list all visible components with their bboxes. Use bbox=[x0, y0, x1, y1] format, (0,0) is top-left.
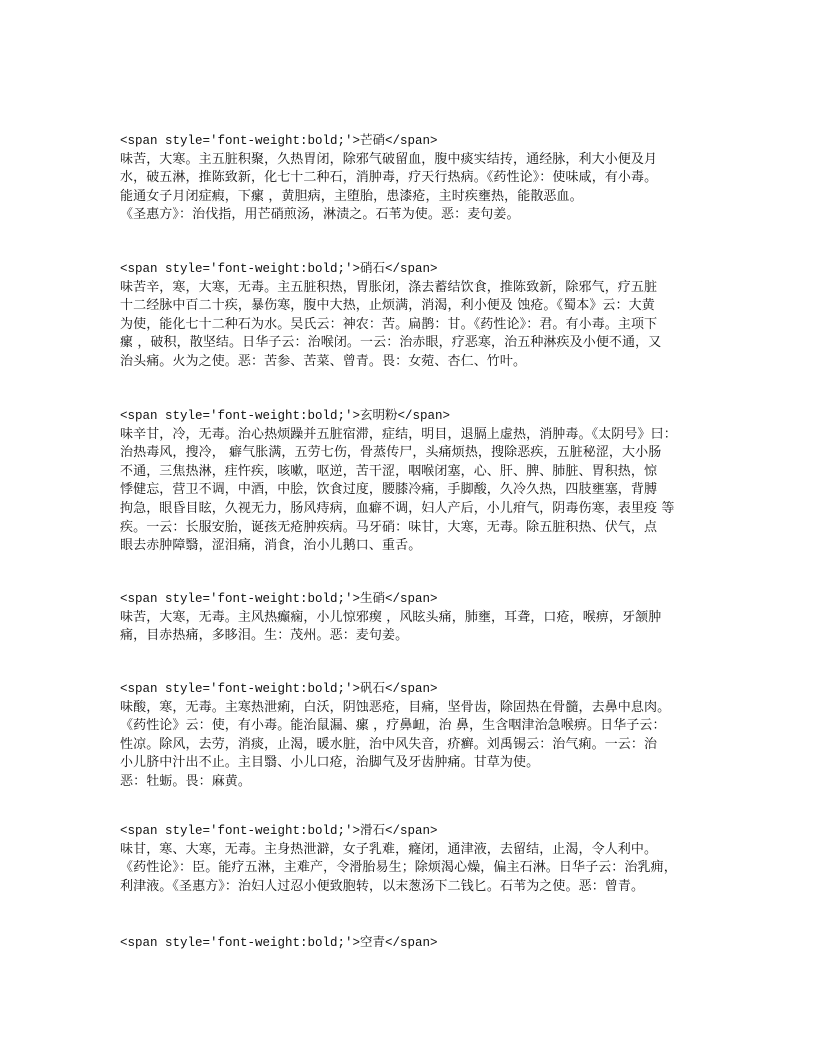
entry-heading: <span style='font-weight:bold;'>空青</span> bbox=[120, 936, 438, 950]
entry-text-line: 味酸，寒，无毒。主寒热泄痢，白沃，阴蚀恶疮，目痛，坚骨齿，除固热在骨髓，去鼻中息肉。 bbox=[120, 699, 671, 715]
entry-text-line: 水，破五淋，推陈致新，化七十二种石，消肿毒，疗天行热病。《药性论》：使味咸，有小毒。 bbox=[120, 170, 658, 186]
entry-text-line: 恶：牡蛎。畏：麻黄。 bbox=[120, 773, 252, 789]
entry-text-line: 味甘，寒、大寒，无毒。主身热泄澼，女子乳难，癃闭，通津液，去留结，止渴，令人利中。 bbox=[120, 841, 658, 857]
entry-text-line: 不通，三焦热淋，疰忤疾，咳嗽，呕逆，苦干涩，咽喉闭塞，心、肝、脾、肺脏、胃积热，惊 bbox=[120, 463, 658, 479]
entry-text-line: 味苦，大寒，无毒。主风热癫痫，小儿惊邪瘈 ，风眩头痛，肺壅，耳聋，口疮，喉痹，牙颔肿 bbox=[120, 609, 662, 625]
entry-text-line: 拘急，眼昏目眩，久视无力，肠风痔病，血癖不调，妇人产后，小儿疳气，阴毒伤寒，表里疫 等 bbox=[120, 500, 675, 516]
entry-text-line: 治热毒风，搜冷， 癖气胀满，五劳七伤，骨蒸传尸，头痛烦热，搜除恶疾，五脏秘涩，大小肠 bbox=[120, 445, 662, 461]
entry-text-line: 性凉。除风，去劳，消痰，止渴，暖水脏，治中风失音，疥癣。刘禹锡云：治气痢。一云：治 bbox=[120, 736, 658, 752]
herb-entry bbox=[120, 822, 720, 896]
entry-text-line: 小儿脐中汁出不止。主目翳、小儿口疮，治脚气及牙齿肿痛。甘草为使。 bbox=[120, 755, 540, 771]
entry-heading: <span style='font-weight:bold;'>玄明粉</span> bbox=[120, 409, 451, 423]
entry-heading: <span style='font-weight:bold;'>生硝</span> bbox=[120, 592, 438, 606]
entry-text-line: 能通女子月闭症瘕，下瘰 ，黄胆病，主堕胎，患漆疮，主时疾壅热，能散恶血。 bbox=[120, 188, 583, 204]
entry-heading: <span style='font-weight:bold;'>芒硝</span> bbox=[120, 134, 438, 148]
entry-heading: <span style='font-weight:bold;'>滑石</span> bbox=[120, 824, 438, 838]
entry-text-line: 疾。一云：长服安胎，诞孩无疮肿疾病。马牙硝：味甘，大寒，无毒。除五脏积热、伏气，点 bbox=[120, 519, 658, 535]
entry-text-line: 味苦辛，寒，大寒，无毒。主五脏积热，胃胀闭，涤去蓄结饮食，推陈致新，除邪气，疗五脏 bbox=[120, 279, 658, 295]
herb-entry bbox=[120, 407, 720, 556]
entry-heading: <span style='font-weight:bold;'>硝石</span> bbox=[120, 262, 438, 276]
entry-text-line: 眼去赤肿障翳，涩泪痛，消食，治小儿鹅口、重舌。 bbox=[120, 538, 422, 554]
herb-entry bbox=[120, 132, 720, 225]
entry-text-line: 味辛甘，冷，无毒。治心热烦躁并五脏宿滞，症结，明目，退膈上虚热，消肿毒。《太阴号》曰： bbox=[120, 426, 677, 442]
herb-entry bbox=[120, 590, 720, 646]
herb-entry bbox=[120, 680, 720, 792]
entry-text-line: 味苦，大寒。主五脏积聚，久热胃闭，除邪气破留血，腹中痰实结抟，通经脉，利大小便及月 bbox=[120, 151, 658, 167]
entry-text-line: 瘰 ，破积，散坚结。日华子云：治喉闭。一云：治赤眼，疗恶寒，治五种淋疾及小便不通，又 bbox=[120, 335, 662, 351]
entry-text-line: 《药性论》：臣。能疗五淋，主难产，令滑胎易生；除烦渴心燥，偏主石淋。日华子云：治乳痈， bbox=[120, 860, 677, 876]
entry-text-line: 悸健忘，营卫不调，中酒，中脍，饮食过度，腰膝冷痛，手脚酸，久冷久热，四肢壅塞，背膊 bbox=[120, 482, 658, 498]
entry-text-line: 《药性论》云：使，有小毒。能治鼠漏、瘰 ，疗鼻衄，治 鼻，生含咽津治急喉痹。日华子云： bbox=[120, 718, 666, 734]
entry-text-line: 十二经脉中百二十疾，暴伤寒，腹中大热，止烦满，消渴，利小便及 蚀疮。《蜀本》云：大黄 bbox=[120, 298, 655, 314]
entry-heading: <span style='font-weight:bold;'>矾石</span> bbox=[120, 682, 438, 696]
herb-entry bbox=[120, 934, 720, 953]
entry-text-line: 为使，能化七十二种石为水。吴氏云：神农：苦。扁鹊：甘。《药性论》：君。有小毒。主项下 bbox=[120, 316, 658, 332]
entry-text-line: 痛，目赤热痛，多眵泪。生：茂州。恶：麦句姜。 bbox=[120, 628, 409, 644]
herb-entry bbox=[120, 260, 720, 372]
entry-text-line: 治头痛。火为之使。恶：苦参、苦菜、曾青。畏：女菀、杏仁、竹叶。 bbox=[120, 353, 527, 369]
entry-text-line: 《圣惠方》：治伐指，用芒硝煎汤，淋渍之。石苇为使。恶：麦句姜。 bbox=[120, 207, 520, 223]
entry-text-line: 利津液。《圣惠方》：治妇人过忍小便致胞转，以末葱汤下二钱匕。石苇为之使。恶：曾青。 bbox=[120, 878, 645, 894]
